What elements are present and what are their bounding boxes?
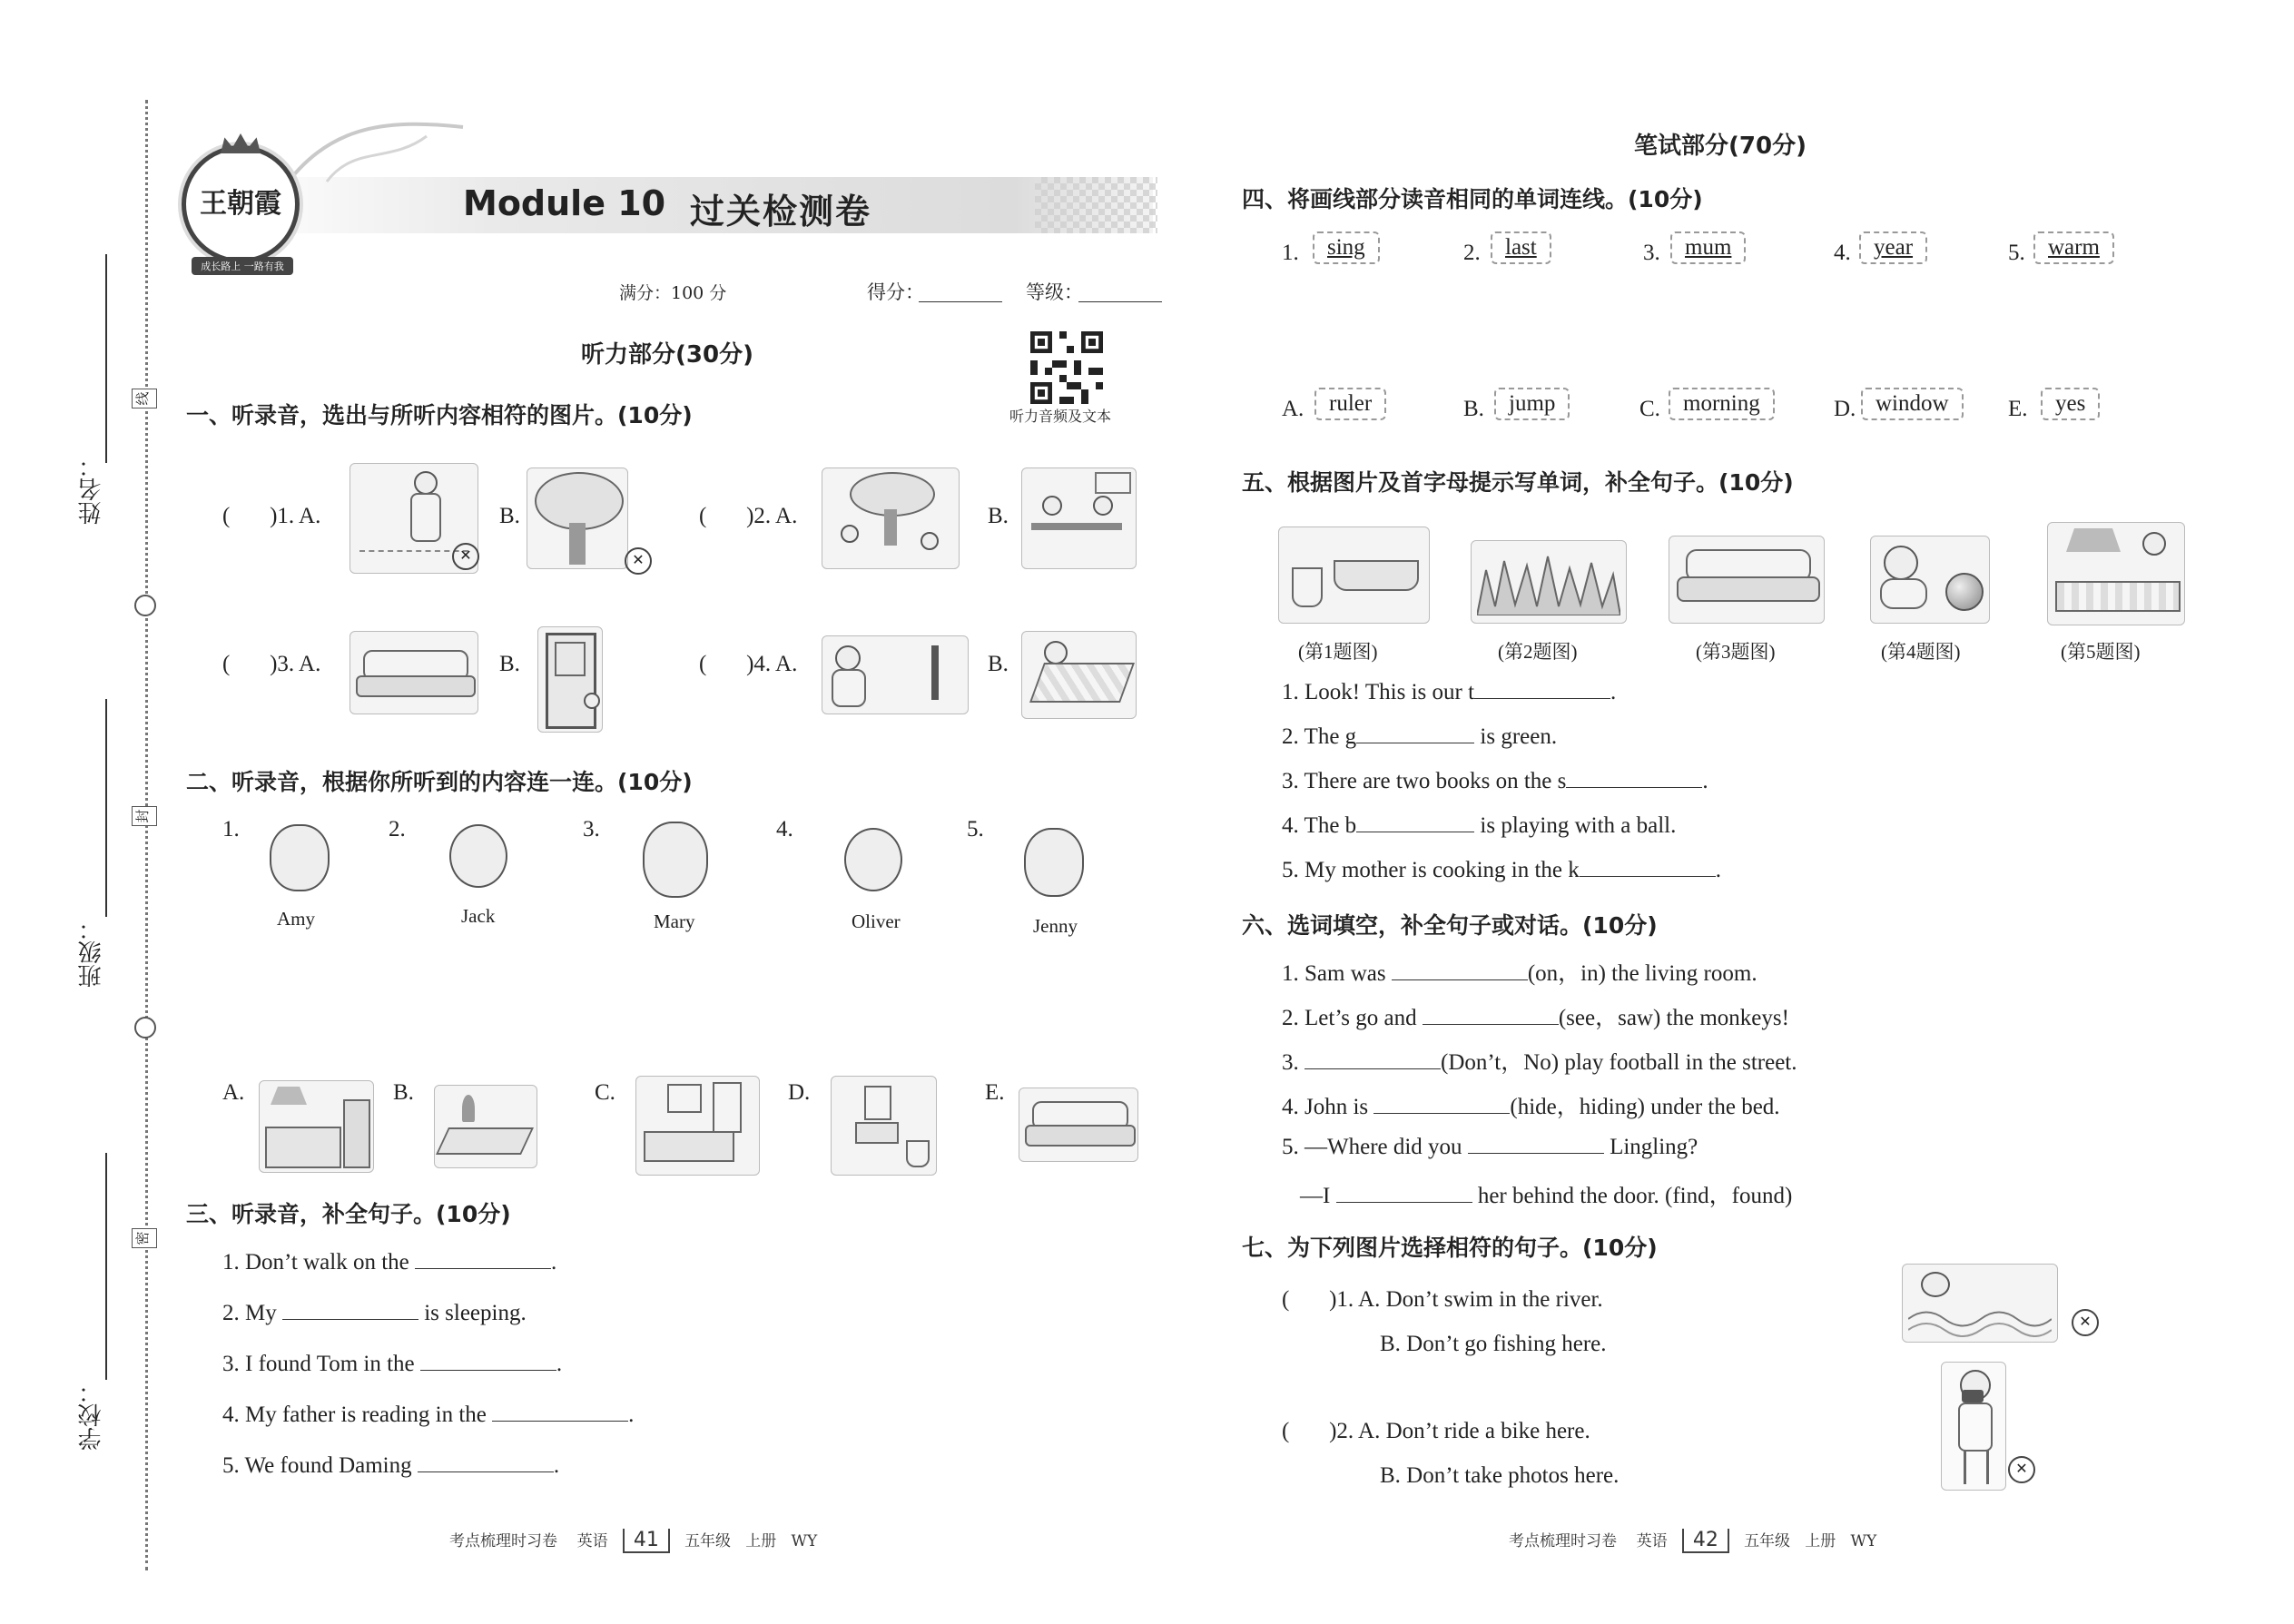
item-number: )1. A. [270,504,321,528]
class-label: 班级： [78,917,105,988]
picture-sofa[interactable] [1019,1088,1138,1162]
sentence-text: 3. [1282,1050,1299,1075]
footer-volume: 上册 [745,1532,777,1550]
sentence-text: 2. My [222,1301,277,1325]
word-number: 3. [1643,241,1660,265]
picture-classroom[interactable] [1021,468,1137,569]
sentence [1282,999,1789,1032]
word-box[interactable] [1669,388,1775,420]
item-number: )3. A. [270,652,321,676]
range-hood [2066,528,2121,552]
sentence [1282,678,1616,705]
answer-blank[interactable] [418,1452,554,1472]
picture-toilet[interactable] [1278,527,1430,624]
picture-bathroom[interactable] [831,1076,937,1176]
word-letter: B. [1463,397,1484,421]
person-name: Jenny [1033,915,1078,937]
seal-char-xian: 线 [132,389,157,408]
sentence-text: Lingling? [1610,1135,1698,1159]
sentence-text: . [628,1403,635,1427]
sentence-text: 2. Let’s go and [1282,1006,1417,1030]
name-label: 姓名： [78,454,105,525]
score-blank[interactable] [919,301,1002,302]
school-blank[interactable] [105,1153,107,1380]
footer-book: 考点梳理时习卷 [1509,1532,1617,1550]
word-text: jump [1509,391,1556,416]
child-icon [841,525,859,543]
sentence [1282,767,1708,794]
person-name: Oliver [852,910,901,932]
sentence-text: . [551,1250,557,1275]
page-title: Module 10 [463,183,666,223]
picture-girl-watching-tv[interactable] [822,635,969,714]
part5-title: 五、根据图片及首字母提示写单词，补全句子。(10分) [1242,469,1794,496]
word-letter: D. [1834,397,1856,421]
room-letter: C. [595,1080,615,1105]
score-label: 得分： [867,281,924,303]
binding-hole-icon [134,595,156,616]
sentence [1282,856,1721,883]
word-number: 5. [2008,241,2025,265]
sentence-text: 3. I found Tom in the [222,1352,415,1376]
picture-caption: (第3题图) [1696,641,1776,663]
word-text: warm [2048,235,2100,260]
picture-caption: (第1题图) [1298,641,1378,663]
sentence [1282,1133,1698,1160]
footer-edition: WY [791,1532,818,1550]
picture-taking-photos[interactable] [1941,1362,2006,1491]
picture-bed[interactable] [1021,631,1137,719]
person-name: Amy [277,908,315,930]
part4-title: 四、将画线部分读音相同的单词连线。(10分) [1242,186,1703,212]
qr-code-icon[interactable] [1030,331,1103,404]
picture-baby-ball[interactable] [1870,536,1990,624]
footer-subject: 英语 [576,1532,608,1550]
sentence-text: 4. John is [1282,1095,1369,1119]
part2-title: 二、听录音，根据你所听到的内容连一连。(10分) [186,769,693,795]
prohibit-icon: ✕ [452,543,479,570]
counter [265,1127,341,1168]
answer-blank[interactable] [1468,1133,1604,1154]
person-number: 1. [222,817,240,842]
option-b: B. Don’t go fishing here. [1380,1332,1607,1356]
grass-icon [1477,552,1620,615]
word-box[interactable] [1861,388,1964,420]
boy-figure-icon [414,471,438,495]
footer-grade: 五年级 [684,1532,732,1550]
answer-blank[interactable] [420,1350,556,1371]
part1-item3-b: B. [499,652,520,676]
tree-trunk [884,509,897,546]
word-text: year [1874,235,1914,260]
word-box[interactable] [1314,388,1386,420]
picture-kitchen-cooking[interactable] [2047,522,2185,625]
sofa-seat [356,675,476,697]
part1-item1 [222,504,320,529]
sentence-text: (on，in) the living room. [1527,961,1757,986]
footer-volume: 上册 [1805,1532,1836,1550]
tree-crown [535,472,624,530]
answer-blank[interactable] [1336,1182,1472,1203]
seal-char-mi: 密 [132,1228,157,1248]
sentence [1282,955,1757,988]
word-text: yes [2055,391,2086,416]
sofa-seat [1025,1125,1136,1147]
answer-blank[interactable] [1566,767,1702,788]
option-a: )1. A. Don’t swim in the river. [1329,1287,1603,1312]
sentence-text: 4. My father is reading in the [222,1403,487,1427]
class-blank[interactable] [105,699,107,917]
word-box[interactable] [1491,231,1551,264]
sentence [222,1452,559,1479]
baby-icon [1884,546,1918,580]
sentence [1282,812,1676,839]
name-blank[interactable] [105,254,107,463]
sentence-text: 5. We found Daming [222,1453,412,1478]
boy-body [410,493,441,542]
answer-blank[interactable] [1305,1048,1441,1069]
part6-title: 六、选词填空，补全句子或对话。(10分) [1242,912,1658,939]
sentence-text: (hide，hiding) under the bed. [1510,1095,1780,1119]
qr-caption: 听力音频及文本 [1009,408,1112,425]
answer-blank[interactable] [492,1401,628,1422]
sentence [1282,723,1557,750]
answer-paren[interactable]: ( [222,652,271,676]
prohibit-icon: ✕ [2072,1309,2099,1336]
picture-grass[interactable] [1471,540,1627,624]
sentence-text: (see，saw) the monkeys! [1558,1006,1789,1030]
picture-caption: (第4题图) [1881,641,1961,663]
option-a: )2. A. Don’t ride a bike here. [1329,1419,1590,1443]
part1-item4-b: B. [988,652,1009,676]
word-text: last [1505,235,1537,260]
fridge [343,1099,370,1168]
door-window [555,642,586,676]
person-number: 5. [967,817,984,842]
footer-left [449,1528,817,1553]
picture-caption: (第2题图) [1498,641,1578,663]
footer-grade: 五年级 [1744,1532,1791,1550]
child-icon [1042,496,1062,516]
picture-door[interactable] [537,626,603,733]
answer-paren[interactable]: ( [1282,1287,1330,1312]
word-number: 2. [1463,241,1481,265]
person-number: 4. [776,817,793,842]
sentence [222,1401,634,1428]
brand-slogan: 成长路上 一路有我 [192,257,293,275]
answer-blank[interactable] [1580,856,1716,877]
crown-icon [221,133,261,153]
part7-item1 [1282,1287,1603,1313]
answer-blank[interactable] [282,1299,418,1320]
sentence-text: . [1610,680,1617,704]
sentence-text: her behind the door. (find，found) [1477,1184,1793,1208]
jack-face-icon [449,824,507,888]
answer-blank[interactable] [1423,1004,1559,1025]
word-box[interactable] [2041,388,2100,420]
range-hood [271,1087,307,1105]
window [1095,472,1131,494]
answer-blank[interactable] [1474,678,1610,699]
desk [1031,523,1122,530]
answer-blank[interactable] [1392,960,1528,980]
part1-item3 [222,652,320,677]
sentence-text: is playing with a ball. [1480,813,1677,838]
checker-pattern [1035,177,1157,233]
part1-item1-b: B. [499,504,520,528]
stove [2055,581,2181,612]
swimmer-icon [1921,1272,1950,1297]
picture-sofa[interactable] [350,631,478,714]
room-letter: B. [393,1080,414,1105]
word-text: window [1876,391,1949,416]
writing-title: 笔试部分(70分) [1634,133,1807,160]
camera-icon [1962,1390,1984,1403]
word-text: sing [1327,235,1365,260]
sentence-text: is sleeping. [424,1301,527,1325]
sentence-text: . [553,1453,560,1478]
tv-stand [931,645,939,700]
seal-char-feng: 封 [132,806,157,826]
room-letter: A. [222,1080,245,1105]
baby-body [1880,578,1927,609]
oliver-face-icon [844,828,902,891]
water-icon [1908,1301,2052,1337]
word-box[interactable] [2033,231,2114,264]
sentence [1282,1044,1797,1077]
word-box[interactable] [1859,231,1927,264]
grade-label: 等级： [1026,281,1083,303]
sentence [1300,1177,1792,1210]
sentence [222,1299,527,1326]
legs [1964,1450,1989,1484]
word-letter: A. [1282,397,1305,421]
page-subtitle: 过关检测卷 [690,192,872,231]
part1-item2-b: B. [988,504,1009,528]
sentence-text: . [1702,769,1708,793]
footer-subject: 英语 [1636,1532,1668,1550]
word-number: 4. [1834,241,1851,265]
part7-title: 七、为下列图片选择相符的句子。(10分) [1242,1235,1658,1261]
person-number: 3. [583,817,600,842]
mirror [864,1086,891,1120]
picture-tree[interactable] [527,468,628,569]
tree-trunk [569,523,586,565]
sentence-text: is green. [1480,724,1558,749]
blanket [1029,663,1135,703]
answer-blank[interactable] [415,1248,551,1269]
item-number: )2. A. [746,504,798,528]
binding-dotted-line [145,100,148,1570]
word-number: 1. [1282,241,1299,265]
answer-blank[interactable] [1373,1093,1510,1114]
item-number: )4. A. [746,652,798,676]
part1-item4 [699,652,797,677]
sentence-text: . [556,1352,563,1376]
sentence-text: (Don’t，No) play football in the street. [1441,1050,1797,1075]
answer-blank[interactable] [1356,723,1474,743]
score-full: 满分：100 分 [619,283,727,303]
option-b: B. Don’t take photos here. [1380,1463,1620,1488]
ball-icon [1945,573,1984,611]
bathtub [1334,560,1419,591]
answer-paren[interactable]: ( [1282,1419,1330,1443]
sentence-text: —I [1300,1184,1331,1208]
ribbon-decoration-icon [272,109,472,209]
child-peeking-icon [584,693,600,709]
person-name: Mary [654,910,695,932]
basin [855,1122,899,1144]
girl-body [832,669,866,707]
child-icon [921,532,939,550]
binding-hole-icon [134,1017,156,1038]
room-letter: E. [985,1080,1005,1105]
wardrobe [713,1082,742,1133]
sentence-text: . [1715,858,1721,882]
tv-cabinet [436,1127,534,1155]
sentence-text: 3. There are two books on the s [1282,769,1567,793]
brand-logo [182,145,300,272]
footer-edition: WY [1850,1532,1877,1550]
answer-blank[interactable] [1356,812,1474,832]
part1-title: 一、听录音，选出与所听内容相符的图片。(10分) [186,402,693,428]
sentence [1282,1088,1780,1121]
part7-item2 [1282,1419,1590,1444]
picture-bedroom[interactable] [635,1076,760,1176]
sentence-text: 5. My mother is cooking in the k [1282,858,1580,882]
toilet [1292,567,1323,607]
listening-title: 听力部分(30分) [581,341,753,369]
word-text: ruler [1329,391,1373,416]
mary-face-icon [643,822,708,898]
picture-sofa-books[interactable] [1669,536,1825,624]
part1-item2 [699,504,797,529]
sentence [222,1350,562,1377]
word-box[interactable] [1494,388,1570,420]
answer-paren[interactable]: ( [699,652,747,676]
picture-children-under-tree[interactable] [822,468,960,569]
answer-paren[interactable]: ( [222,504,271,528]
prohibit-icon: ✕ [2008,1456,2035,1483]
sentence-text: 1. Sam was [1282,961,1386,986]
picture-kitchen[interactable] [259,1080,374,1173]
jenny-face-icon [1024,828,1084,897]
word-text: morning [1683,391,1760,416]
amy-face-icon [270,824,330,891]
mother-icon [2142,532,2166,556]
bed [644,1131,734,1162]
girl-icon [835,645,861,671]
sentence-text: 5. —Where did you [1282,1135,1462,1159]
child-icon [1093,496,1113,516]
sentence-text: 1. Look! This is our t [1282,680,1475,704]
word-box[interactable] [1670,231,1746,264]
picture-living-room[interactable] [434,1085,537,1168]
school-label: 学校： [78,1380,105,1451]
footer-right [1509,1528,1876,1553]
person-name: Jack [461,905,496,927]
grade-blank[interactable] [1078,301,1162,302]
window [667,1084,702,1113]
page-number: 41 [623,1529,670,1553]
sentence-text: 2. The g [1282,724,1357,749]
sentence [222,1248,556,1275]
word-text: mum [1685,235,1732,260]
word-letter: E. [2008,397,2028,421]
sentence-text: 4. The b [1282,813,1357,838]
toilet [906,1140,930,1167]
picture-caption: (第5题图) [2061,641,2141,663]
page-number: 42 [1682,1529,1729,1553]
body [1958,1403,1993,1452]
plant [462,1095,475,1122]
picture-swimming[interactable] [1902,1264,2058,1343]
person-number: 2. [389,817,406,842]
footer-book: 考点梳理时习卷 [449,1532,557,1550]
room-letter: D. [788,1080,811,1105]
child-in-bed-icon [1044,641,1068,664]
word-letter: C. [1639,397,1660,421]
answer-paren[interactable]: ( [699,504,747,528]
sentence-text: 1. Don’t walk on the [222,1250,409,1275]
prohibit-icon: ✕ [625,547,652,575]
brand-name: 王朝霞 [200,188,281,220]
sofa-seat [1677,576,1820,602]
part3-title: 三、听录音，补全句子。(10分) [186,1201,511,1227]
word-box[interactable] [1313,231,1380,264]
